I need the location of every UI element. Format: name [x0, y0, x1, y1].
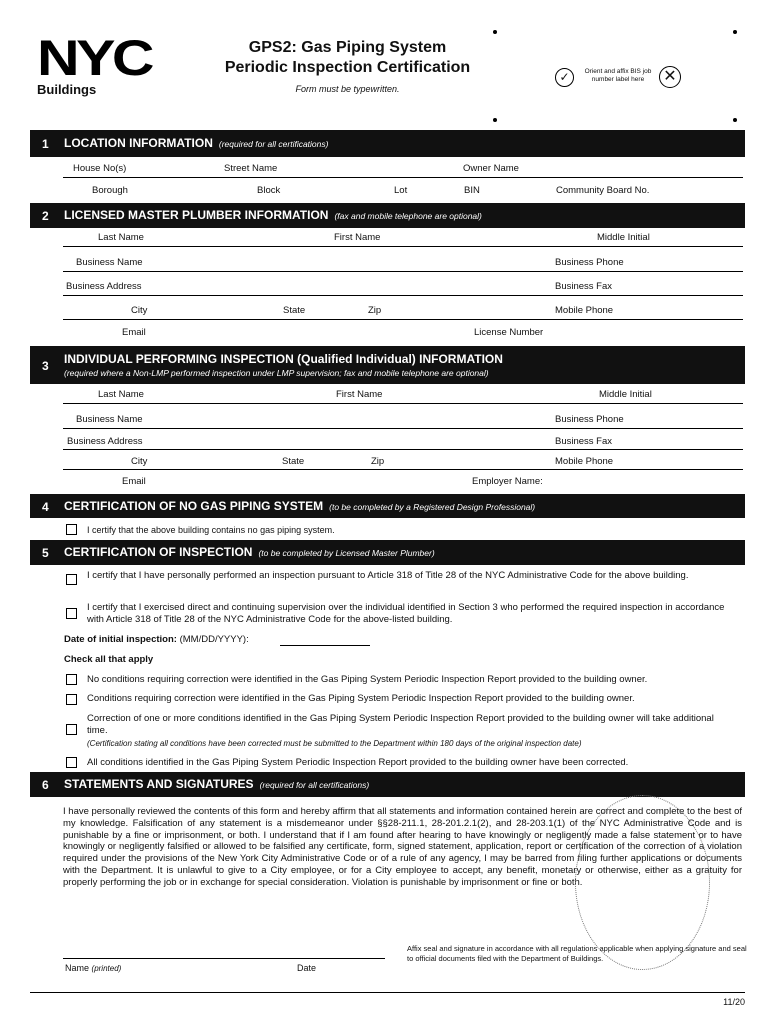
initial-inspection-date-label: Date of initial inspection: (MM/DD/YYYY):	[64, 634, 249, 645]
last-name-label: Last Name	[98, 389, 144, 400]
field-line[interactable]	[63, 469, 743, 470]
no-gas-piping-text: I certify that the above building contains no gas piping system.	[87, 525, 335, 535]
last-name-label: Last Name	[98, 232, 144, 243]
check-all-label: Check all that apply	[64, 654, 154, 665]
affirmation-statement: I have personally reviewed the contents of this form and hereby affirm that all statements and information contained herein are correct and complete to the best of my knowledge. Falsification of any statement is a misdemeanor under §§28-211.1, 28-201.2.1(2), and 28-203.1(1) of the NYC Administrative Code and is punishable by a fine or imprisonment, or both. I understand that if I am found after hearing to have knowingly or negligently made a false statement or to have knowingly or negligently falsified or allowed to be falsified any certificate, form, signed statement, application, report or certification of the correction of a violation required under the provisions of the New York City Administrative Code or of a rule of any agency, I may be barred from filing further applications or documents with the Department. It is unlawful to give to a City employee, or for a City employee to accept, any benefit, monetary or otherwise, either as a gratuity for properly performing the job or in exchange for special consideration. Violation is punishable by imprisonment or fine or both.	[63, 806, 742, 888]
seal-instructions: Affix seal and signature in accordance with all regulations applicable when applying signature and seal to official documents filed with the Department of Buildings.	[407, 944, 747, 963]
field-line[interactable]	[63, 177, 743, 178]
business-name-label: Business Name	[76, 257, 143, 268]
section-number: 3	[42, 359, 49, 373]
form-version: 11/20	[723, 997, 745, 1007]
zip-label: Zip	[371, 456, 385, 467]
email-label: Email	[122, 476, 146, 487]
business-fax-label: Business Fax	[555, 281, 613, 292]
name-printed-label: Name (printed)	[65, 963, 122, 973]
section-number: 5	[42, 546, 49, 560]
state-label: State	[282, 456, 305, 467]
logo-buildings-text: Buildings	[37, 82, 97, 97]
section-number: 4	[42, 500, 49, 514]
block-label: Block	[257, 185, 281, 196]
section-5-header	[30, 540, 745, 565]
section-title: LOCATION INFORMATION (required for all certifications)	[64, 136, 329, 150]
cert-personal-inspection-checkbox[interactable]	[66, 574, 77, 585]
additional-time-note: (Certification stating all conditions have been corrected must be submitted to the Department within 180 days of the original inspection date)	[87, 739, 582, 748]
middle-initial-label: Middle Initial	[599, 389, 652, 400]
first-name-label: First Name	[336, 389, 383, 400]
business-name-label: Business Name	[76, 414, 143, 425]
community-board-label: Community Board No.	[556, 185, 650, 196]
employer-name-label: Employer Name:	[472, 476, 543, 487]
additional-time-checkbox[interactable]	[66, 724, 77, 735]
check-circle-icon: ✓	[555, 68, 574, 87]
section-6-header	[30, 772, 745, 797]
section-number: 6	[42, 778, 49, 792]
additional-time-text: Correction of one or more conditions identified in the Gas Piping System Periodic Inspection Report provided to the building owner will take additional time.	[87, 713, 714, 736]
borough-label: Borough	[92, 185, 128, 196]
corner-mark	[493, 30, 497, 34]
orient-label-text: Orient and affix BIS job number label here	[584, 68, 652, 83]
state-label: State	[283, 305, 306, 316]
corner-mark	[733, 118, 737, 122]
field-line[interactable]	[63, 428, 743, 429]
corner-mark	[493, 118, 497, 122]
owner-name-label: Owner Name	[463, 163, 519, 174]
email-label: Email	[122, 327, 146, 338]
field-line[interactable]	[63, 319, 743, 320]
section-title: CERTIFICATION OF INSPECTION (to be completed by Licensed Master Plumber)	[64, 545, 435, 559]
business-address-label: Business Address	[67, 436, 143, 447]
zip-label: Zip	[368, 305, 382, 316]
section-title: LICENSED MASTER PLUMBER INFORMATION (fax and mobile telephone are optional)	[64, 208, 482, 222]
form-title-line1: GPS2: Gas Piping System	[248, 39, 447, 56]
corner-mark	[733, 30, 737, 34]
cert-supervision-checkbox[interactable]	[66, 608, 77, 619]
logo-nyc-text: NYC	[37, 30, 151, 86]
conditions-identified-checkbox[interactable]	[66, 694, 77, 705]
business-address-label: Business Address	[66, 281, 142, 292]
section-2-header	[30, 203, 745, 228]
middle-initial-label: Middle Initial	[597, 232, 650, 243]
all-corrected-checkbox[interactable]	[66, 757, 77, 768]
x-circle-icon: ✕	[659, 66, 681, 88]
job-label-area	[555, 66, 685, 88]
field-line[interactable]	[63, 449, 743, 450]
form-subtitle: Form must be typewritten.	[295, 84, 400, 94]
mobile-phone-label: Mobile Phone	[555, 456, 614, 467]
license-number-label: License Number	[474, 327, 544, 338]
conditions-identified-text: Conditions requiring correction were identified in the Gas Piping System Periodic Inspection Report provided to the building owner.	[87, 693, 635, 704]
date-label: Date	[297, 963, 317, 973]
section-note: (required where a Non-LMP performed inspection under LMP supervision; fax and mobile telephone are optional)	[64, 368, 489, 378]
section-1-header	[30, 130, 745, 157]
footer-divider	[30, 992, 745, 993]
business-phone-label: Business Phone	[555, 257, 624, 268]
initial-inspection-date-field[interactable]	[280, 645, 370, 646]
field-line[interactable]	[63, 403, 743, 404]
city-label: City	[131, 305, 148, 316]
section-4-header	[30, 494, 745, 518]
section-number: 1	[42, 137, 49, 151]
section-3-header	[30, 346, 745, 384]
business-phone-label: Business Phone	[555, 414, 624, 425]
no-conditions-checkbox[interactable]	[66, 674, 77, 685]
section-number: 2	[42, 209, 49, 223]
cert-personal-inspection-text: I certify that I have personally performed an inspection pursuant to Article 318 of Title 28 of the NYC Administrative Code for the above building.	[87, 570, 689, 581]
business-fax-label: Business Fax	[555, 436, 613, 447]
section-title: CERTIFICATION OF NO GAS PIPING SYSTEM (to be completed by a Registered Design Professional)	[64, 499, 536, 513]
bin-label: BIN	[464, 185, 480, 196]
lot-label: Lot	[394, 185, 408, 196]
city-label: City	[131, 456, 148, 467]
name-date-line[interactable]	[63, 958, 385, 959]
all-corrected-text: All conditions identified in the Gas Piping System Periodic Inspection Report provided to the building owner have been corrected.	[87, 757, 629, 768]
field-line[interactable]	[63, 295, 743, 296]
no-gas-piping-checkbox[interactable]	[66, 524, 77, 535]
first-name-label: First Name	[334, 232, 381, 243]
field-line[interactable]	[63, 246, 743, 247]
cert-supervision-text: I certify that I exercised direct and continuing supervision over the individual identified in Section 3 who performed the required inspection in accordance with Article 318 of Title 28 of the NYC Administrative Code for the above-listed building.	[87, 602, 725, 625]
section-title: INDIVIDUAL PERFORMING INSPECTION (Qualified Individual) INFORMATION	[64, 352, 503, 366]
street-name-label: Street Name	[224, 163, 278, 174]
section-title: STATEMENTS AND SIGNATURES (required for all certifications)	[64, 777, 370, 791]
form-title	[195, 38, 500, 78]
mobile-phone-label: Mobile Phone	[555, 305, 614, 316]
house-no-label: House No(s)	[73, 163, 127, 174]
field-line[interactable]	[63, 271, 743, 272]
nyc-buildings-logo	[37, 30, 159, 97]
no-conditions-text: No conditions requiring correction were identified in the Gas Piping System Periodic Inspection Report provided to the building owner.	[87, 674, 648, 685]
form-title-line2: Periodic Inspection Certification	[224, 59, 471, 76]
